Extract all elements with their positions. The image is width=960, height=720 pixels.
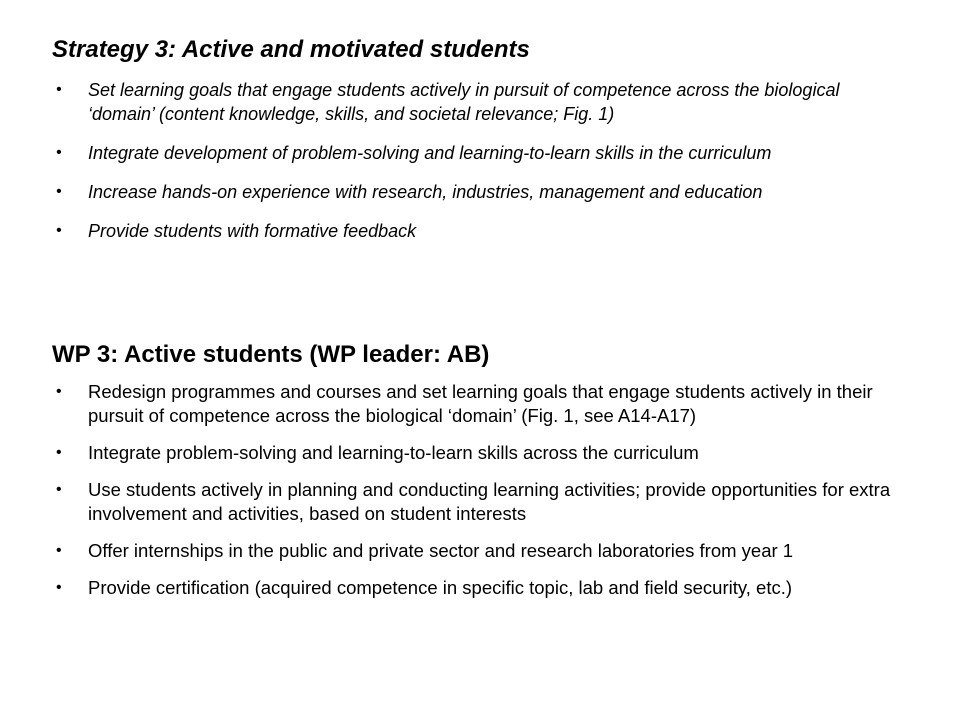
bullet-marker: • — [56, 542, 62, 559]
strategy-bullet-4 — [52, 219, 902, 243]
wp-bullet-text: Provide certification (acquired competence in specific topic, lab and field security, etc.) — [88, 577, 793, 598]
wp-bullet-text: Redesign programmes and courses and set learning goals that engage students actively in their pursuit of competence across the biological ‘domain’ (Fig. 1, see A14-A17) — [88, 381, 873, 426]
wp-bullet-text: Integrate problem-solving and learning-to-learn skills across the curriculum — [88, 442, 699, 463]
wp-bullet-3 — [52, 478, 902, 526]
bullet-marker: • — [56, 383, 62, 400]
strategy-bullet-2 — [52, 141, 902, 165]
wp-bullet-5 — [52, 576, 902, 600]
bullet-marker: • — [56, 144, 62, 161]
wp-bullet-1 — [52, 380, 902, 428]
wp-heading: WP 3: Active students (WP leader: AB) — [52, 341, 490, 368]
bullet-marker: • — [56, 444, 62, 461]
wp-bullet-text: Use students actively in planning and conducting learning activities; provide opportunities for extra involvement and activities, based on student interests — [88, 479, 891, 524]
bullet-marker: • — [56, 81, 62, 98]
strategy-bullet-text: Integrate development of problem-solving and learning-to-learn skills in the curriculum — [88, 143, 772, 163]
strategy-bullet-3 — [52, 180, 902, 204]
strategy-section — [52, 34, 902, 243]
strategy-bullet-text: Increase hands-on experience with research, industries, management and education — [88, 182, 763, 202]
wp-bullet-text: Offer internships in the public and private sector and research laboratories from year 1 — [88, 540, 794, 561]
bullet-marker: • — [56, 222, 62, 239]
strategy-bullet-list — [52, 78, 902, 243]
strategy-bullet-text: Provide students with formative feedback — [88, 221, 417, 241]
wp-bullet-4 — [52, 539, 902, 563]
wp-bullet-2 — [52, 441, 902, 465]
bullet-marker: • — [56, 183, 62, 200]
bullet-marker: • — [56, 579, 62, 596]
bullet-marker: • — [56, 481, 62, 498]
strategy-bullet-1 — [52, 78, 902, 126]
strategy-heading: Strategy 3: Active and motivated students — [52, 36, 530, 63]
strategy-bullet-text: Set learning goals that engage students actively in pursuit of competence across the biological ‘domain’ (content knowledge, skills, and societal relevance; Fig. 1) — [88, 80, 840, 124]
wp-bullet-list — [52, 380, 902, 600]
wp-section — [52, 339, 902, 600]
